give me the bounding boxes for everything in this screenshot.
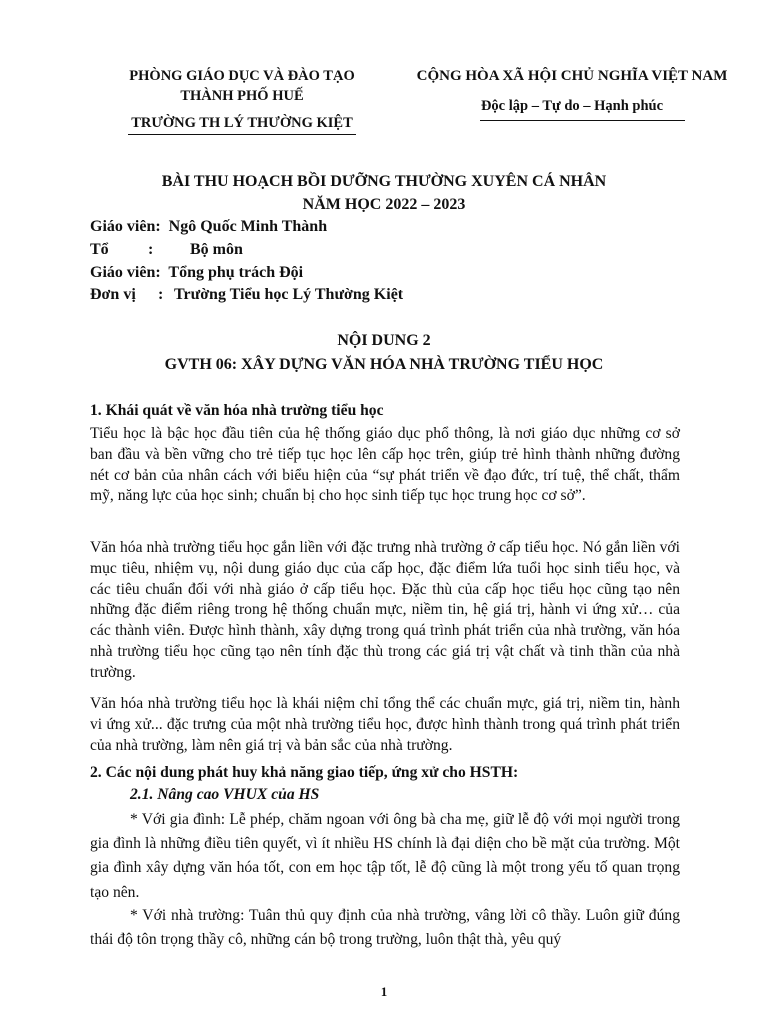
content-heading: NỘI DUNG 2: [337, 332, 431, 349]
info-role-label: Giáo viên:: [90, 264, 161, 281]
school-year: NĂM HỌC 2022 – 2023: [302, 196, 466, 213]
header-motto: Độc lập – Tự do – Hạnh phúc: [480, 98, 664, 114]
info-teacher-label: Giáo viên:: [90, 218, 161, 235]
info-unit: [90, 286, 403, 304]
info-group-sep: :: [148, 241, 154, 258]
page-number: 1: [380, 984, 388, 999]
report-title: BÀI THU HOẠCH BỒI DƯỠNG THƯỜNG XUYÊN CÁ NHÂN: [161, 173, 607, 190]
header-school-underline: [128, 134, 356, 135]
section2-title: 2. Các nội dung phát huy khả năng giao tiếp, ứng xử cho HSTH:: [90, 764, 519, 781]
section1-paragraph-1: Tiểu học là bậc học đầu tiên của hệ thống giáo dục phổ thông, là nơi giáo dục những cơ sở ban đầu và bền vững cho trẻ tiếp tục học lên cấp học trên, giúp trẻ hình thành những đường nét cơ bản của nhân cách với biểu hiện của “sự phát triển về đạo đức, trí tuệ, thể chất, thẩm mỹ, năng lực của học sinh; chuẩn bị cho học sinh tiếp tục học trung học cơ sở”.: [90, 425, 680, 505]
info-group-value: Bộ môn: [190, 241, 243, 258]
info-group: [90, 241, 243, 259]
section2-paragraph-2: * Với nhà trường: Tuân thủ quy định của nhà trường, vâng lời cô thầy. Luôn giữ đúng thái độ tôn trọng thầy cô, những cán bộ trong trường, luôn thật thà, yêu quý: [90, 907, 680, 949]
content-subheading: GVTH 06: XÂY DỰNG VĂN HÓA NHÀ TRƯỜNG TIỂU HỌC: [164, 356, 604, 373]
info-unit-label: Đơn vị: [90, 286, 136, 303]
info-group-label: Tổ: [90, 241, 109, 258]
info-unit-value: Trường Tiểu học Lý Thường Kiệt: [174, 286, 404, 303]
info-teacher: [90, 218, 327, 236]
header-country: CỘNG HÒA XÃ HỘI CHỦ NGHĨA VIỆT NAM: [416, 68, 728, 84]
section1-paragraph-3: Văn hóa nhà trường tiểu học là khái niệm chỉ tổng thể các chuẩn mực, giá trị, niềm tin, hành vi ứng xử... đặc trưng của một nhà trường tiểu học, được hình thành trong quá trình phát triển của nhà trường, làm nên giá trị và bản sắc của nhà trường.: [90, 695, 680, 754]
section2-subtitle: 2.1. Nâng cao VHUX của HS: [130, 786, 320, 803]
header-school: TRƯỜNG TH LÝ THƯỜNG KIỆT: [131, 115, 353, 131]
info-teacher-value: Ngô Quốc Minh Thành: [168, 218, 328, 235]
info-role: [90, 264, 303, 282]
section1-paragraph-2: Văn hóa nhà trường tiểu học gắn liền với đặc trưng nhà trường ở cấp tiểu học. Nó gắn liền với mục tiêu, nhiệm vụ, nội dung giáo dục của cấp học, đặc điểm lứa tuổi học sinh tiểu học, và các tiêu chuẩn đối với nhà giáo ở cấp tiểu học. Đặc thù của cấp học tiểu học cũng tạo nên những đặc điểm riêng trong hệ thống chuẩn mực, niềm tin, hệ giá trị, hành vi ứng xử… của các thành viên. Được hình thành, xây dựng trong quá trình phát triển của nhà trường, văn hóa nhà trường tiểu học cũng tạo nên tính đặc thù trong các giá trị vật chất và tinh thần của nhà trường.: [90, 539, 680, 681]
info-role-value: Tổng phụ trách Đội: [168, 264, 304, 281]
header-motto-underline: [480, 120, 685, 121]
section1-title: 1. Khái quát về văn hóa nhà trường tiểu học: [90, 402, 384, 419]
header-city: THÀNH PHỐ HUẾ: [180, 88, 304, 104]
info-unit-sep: :: [158, 286, 164, 303]
section2-paragraph-1: * Với gia đình: Lễ phép, chăm ngoan với ông bà cha mẹ, giữ lễ độ với mọi người trong gia đình là những điều tiên quyết, vì ít nhiều HS chính là đại diện cho bề mặt của trường. Một gia đình xây dựng văn hóa tốt, con em học tập tốt, lễ độ cũng là một trong yếu tố quan trọng tạo nên.: [90, 811, 680, 901]
header-department: PHÒNG GIÁO DỤC VÀ ĐÀO TẠO: [129, 68, 355, 84]
